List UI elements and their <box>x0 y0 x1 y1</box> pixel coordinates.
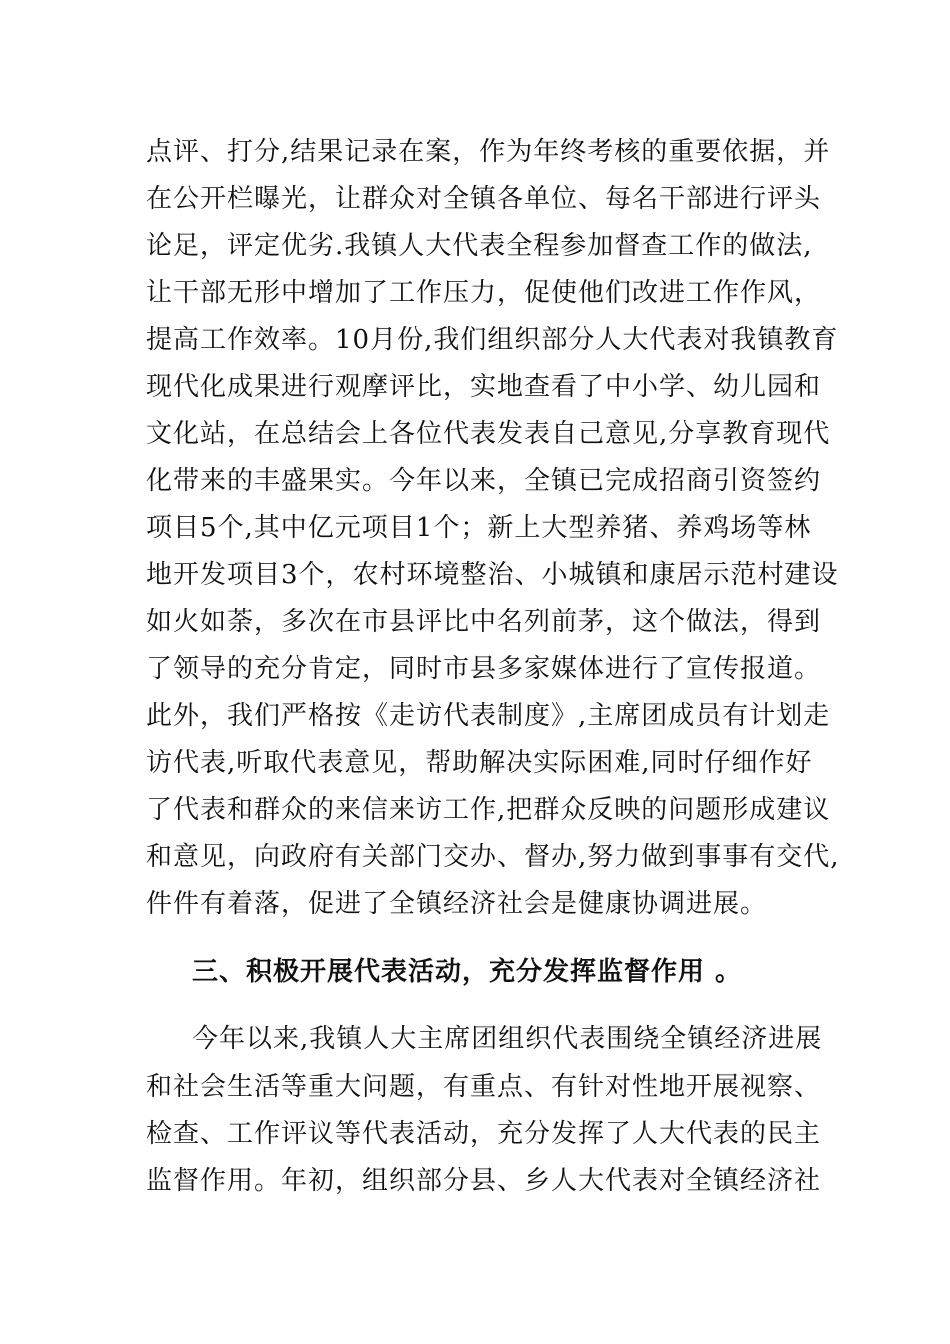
body-line-20: 检查、工作评议等代表活动，充分发挥了人大代表的民主 <box>146 1119 822 1149</box>
body-line-18: 今年以来,我镇人大主席团组织代表围绕全镇经济进展 <box>192 1024 823 1054</box>
body-line-17: 件件有着落，促进了全镇经济社会是健康协调进展。 <box>146 889 768 919</box>
body-line-13: 此外，我们严格按《走访代表制度》,主席团成员有计划走 <box>146 701 831 731</box>
body-line-3: 论足，评定优劣.我镇人大代表全程参加督查工作的做法, <box>146 231 813 261</box>
section-heading: 三、积极开展代表活动，充分发挥监督作用 。 <box>192 957 743 987</box>
body-line-6: 现代化成果进行观摩评比，实地查看了中小学、幼儿园和 <box>146 372 822 402</box>
body-line-10: 地开发项目3个，农村环境整治、小城镇和康居示范村建设 <box>146 560 839 590</box>
body-line-5: 提高工作效率。10月份,我们组织部分人大代表对我镇教育 <box>146 325 839 355</box>
body-line-19: 和社会生活等重大问题，有重点、有针对性地开展视察、 <box>146 1072 822 1102</box>
body-line-8: 化带来的丰盛果实。今年以来，全镇已完成招商引资签约 <box>146 466 822 496</box>
body-line-21: 监督作用。年初，组织部分县、乡人大代表对全镇经济社 <box>146 1166 822 1196</box>
body-line-12: 了领导的充分肯定，同时市县多家媒体进行了宣传报道。 <box>146 654 822 684</box>
body-line-15: 了代表和群众的来信来访工作,把群众反映的问题形成建议 <box>146 795 831 825</box>
body-line-4: 让干部无形中增加了工作压力，促使他们改进工作作风， <box>146 278 822 308</box>
body-line-16: 和意见，向政府有关部门交办、督办,努力做到事事有交代, <box>146 842 840 872</box>
body-line-2: 在公开栏曝光，让群众对全镇各单位、每名干部进行评头 <box>146 184 822 214</box>
body-line-7: 文化站，在总结会上各位代表发表自己意见,分享教育现代 <box>146 419 831 449</box>
body-line-1: 点评、打分,结果记录在案，作为年终考核的重要依据，并 <box>146 137 831 167</box>
body-line-11: 如火如荼，多次在市县评比中名列前茅，这个做法，得到 <box>146 607 822 637</box>
body-line-14: 访代表,听取代表意见，帮助解决实际困难,同时仔细作好 <box>146 748 813 778</box>
body-line-9: 项目5个,其中亿元项目1个；新上大型养猪、养鸡场等林 <box>146 513 812 543</box>
